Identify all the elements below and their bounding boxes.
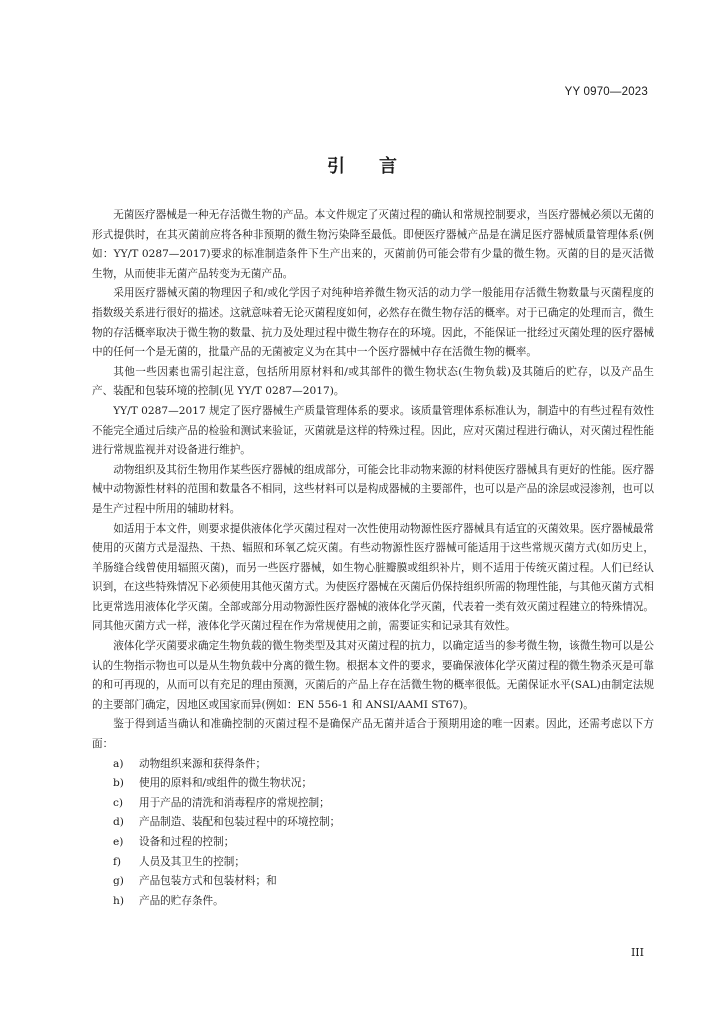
list-item (92, 872, 654, 892)
list-item-letter: e) (113, 836, 124, 848)
page-number: III (630, 946, 644, 959)
list-item-text: 设备和过程的控制； (139, 836, 235, 848)
list-item-text: 产品制造、装配和包装过程中的环境控制； (139, 816, 341, 829)
list-item (92, 813, 654, 833)
list-item (92, 833, 654, 853)
list-item-text: 使用的原料和/或组件的微生物状况； (139, 777, 313, 790)
list-item-letter: h) (113, 894, 124, 907)
list-item (92, 794, 654, 814)
standard-code: YY 0970—2023 (564, 86, 648, 98)
paragraph: 无菌医疗器械是一种无存活微生物的产品。本文件规定了灭菌过程的确认和常规控制要求，当医疗器械必须以无菌的形式提供时，在其灭菌前应将各种非预期的微生物污染降至最低。即便医疗器械产品是在满足医疗器械质量管理体系(例如：YY/T 0287—2017)要求的标准制造条件下生产出来的，灭菌前仍可能会带有少量的微生物。灭菌的目的是灭活微生物，从而使非无菌产品转变为无菌产品。 (92, 209, 654, 280)
introduction-body (92, 206, 654, 911)
considerations-list (92, 755, 654, 912)
list-item-letter: f) (113, 855, 122, 868)
list-item-letter: b) (113, 777, 124, 790)
list-item (92, 853, 654, 873)
paragraph: 采用医疗器械灭菌的物理因子和/或化学因子对纯种培养微生物灭活的动力学一般能用存活微生物数量与灭菌程度的指数级关系进行很好的描述。这就意味着无论灭菌程度如何，必然存在微生物存活的概率。对于已确定的处理而言，微生物的存活概率取决于微生物的数量、抗力及处理过程中微生物存在的环境。因此，不能保证一批经过灭菌处理的医疗器械中的任何一个是无菌的，批量产品的无菌被定义为在其中一个医疗器械中存在活微生物的概率。 (92, 287, 654, 359)
list-item-text: 人员及其卫生的控制； (139, 855, 245, 868)
list-item-letter: d) (113, 816, 124, 829)
list-item-text: 产品的贮存条件。 (139, 894, 224, 907)
paragraph: 动物组织及其衍生物用作某些医疗器械的组成部分，可能会比非动物来源的材料使医疗器械具有更好的性能。医疗器械中动物源性材料的范围和数量各不相同，这些材料可以是构成器械的主要部件，也可以是产品的涂层或浸渗剂，也可以是生产过程中所用的辅助材料。 (92, 463, 654, 515)
list-item-letter: a) (113, 757, 124, 770)
list-item (92, 892, 654, 912)
paragraph: 其他一些因素也需引起注意，包括所用原材料和/或其部件的微生物状态(生物负载)及其随后的贮存，以及产品生产、装配和包装环境的控制(见 YY/T 0287—2017)。 (92, 365, 654, 398)
list-item (92, 755, 654, 775)
paragraph: 液体化学灭菌要求确定生物负载的微生物类型及其对灭菌过程的抗力，以确定适当的参考微生物，该微生物可以是公认的生物指示物也可以是从生物负载中分离的微生物。根据本文件的要求，要确保液体化学灭菌过程的微生物杀灭是可靠的和可再现的，从而可以有充足的理由预测，灭菌后的产品上存在活微生物的概率很低。无菌保证水平(SAL)由制定法规的主要部门确定，因地区或国家而异(例如：EN 556-1 和 ANSI/AAMI ST67)。 (92, 640, 654, 711)
page-title: 引言 (327, 156, 431, 177)
list-item-letter: c) (113, 796, 124, 809)
paragraph: 如适用于本文件，则要求提供液体化学灭菌过程对一次性使用动物源性医疗器械具有适宜的灭菌效果。医疗器械最常使用的灭菌方式是湿热、干热、辐照和环氧乙烷灭菌。有些动物源性医疗器械可能适用于这些常规灭菌方式(如历史上，羊肠缝合线曾使用辐照灭菌)，而另一些医疗器械，如生物心脏瓣膜或组织补片，则不适用于传统灭菌过程。人们已经认识到，在这些特殊情况下必须使用其他灭菌方式。为使医疗器械在灭菌后仍保持组织所需的物理性能，与其他灭菌方式相比更常选用液体化学灭菌。全部或部分用动物源性医疗器械的液体化学灭菌，代表着一类有效灭菌过程建立的特殊情况。同其他灭菌方式一样，液体化学灭菌过程在作为常规使用之前，需要证实和记录其有效性。 (92, 522, 654, 633)
list-item (92, 774, 654, 794)
paragraph: YY/T 0287—2017 规定了医疗器械生产质量管理体系的要求。该质量管理体系标准认为，制造中的有些过程有效性不能完全通过后续产品的检验和测试来验证，灭菌就是这样的特殊过程。因此，应对灭菌过程进行确认，对灭菌过程性能进行常规监视并对设备进行维护。 (92, 404, 654, 457)
list-item-text: 动物组织来源和获得条件； (139, 757, 267, 770)
list-item-text: 用于产品的清洗和消毒程序的常规控制； (139, 796, 330, 809)
list-item-text: 产品包装方式和包装材料；和 (139, 875, 277, 888)
list-item-letter: g) (113, 875, 124, 888)
paragraph: 鉴于得到适当确认和准确控制的灭菌过程不是确保产品无菌并适合于预期用途的唯一因素。因此，还需考虑以下方面： (92, 718, 654, 751)
